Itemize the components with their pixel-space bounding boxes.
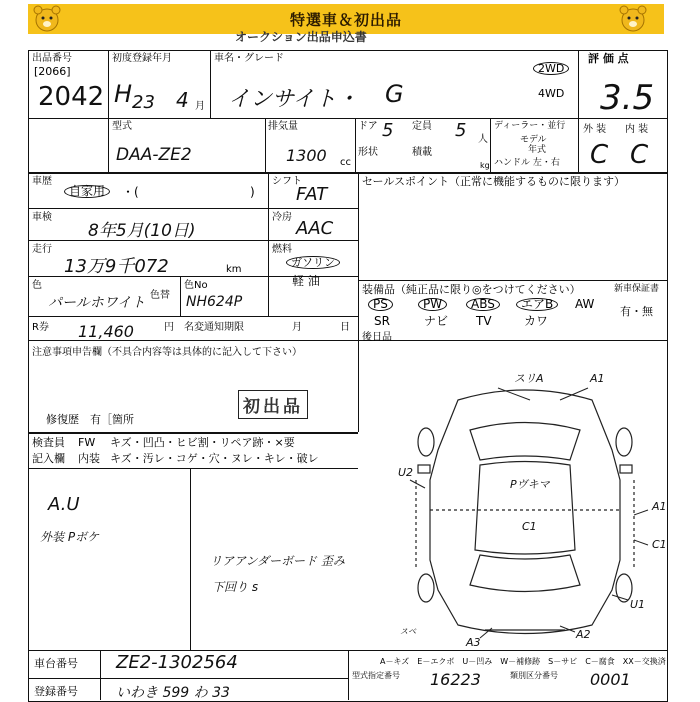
fuel-diesel: 軽 油 xyxy=(292,274,320,288)
car-damage-diagram xyxy=(380,370,670,650)
entry-label: 記入欄 xyxy=(32,452,65,465)
model-year-label: モデル xyxy=(520,135,547,145)
exterior-label: 外 装 xyxy=(583,124,607,135)
yen-unit: 円 xyxy=(164,322,174,333)
equip-aw: AW xyxy=(575,297,595,311)
cc-unit: cc xyxy=(340,157,351,168)
equip-navi: ナビ xyxy=(424,314,449,328)
mascot-bear-icon xyxy=(618,4,648,34)
repair-history-label: 修復歴 有［箇所 xyxy=(46,413,134,426)
mark-u1: U1 xyxy=(630,598,646,611)
lot-code: [2066] xyxy=(34,65,71,78)
remark-exterior: 外装 Pボケ xyxy=(40,530,100,544)
type-cert-label: 型式指定番号 xyxy=(352,671,400,680)
inspection-label: 車検 xyxy=(32,212,52,223)
inspection-value: 8年5月(10日) xyxy=(88,221,196,241)
kg-unit: kg xyxy=(480,161,490,170)
drive-2wd: 2WD xyxy=(533,62,569,75)
car-name-label: 車名・グレード xyxy=(214,53,284,64)
wheel-rl xyxy=(418,574,434,602)
mileage-value: 13万9千072 xyxy=(64,256,169,277)
equip-airbag: エアB xyxy=(516,298,558,311)
mark-a1-front: A1 xyxy=(590,372,605,385)
first-reg-month: 4 xyxy=(176,88,189,112)
type-cert-number: 16223 xyxy=(430,670,481,689)
equip-sr: SR xyxy=(374,314,390,328)
remark-au: A.U xyxy=(48,494,80,515)
color-code-label: 色替 xyxy=(150,290,170,301)
roof xyxy=(475,462,575,555)
rear-label: 後日品 xyxy=(362,332,392,343)
ac-label: 冷房 xyxy=(272,212,292,223)
shift-label: シフト xyxy=(272,176,302,187)
mark-c1-side: C1 xyxy=(652,538,667,551)
color-value: パールホワイト xyxy=(48,295,146,311)
interior-label: 内 装 xyxy=(625,124,649,135)
wheel-fr xyxy=(616,428,632,456)
equip-leather: カワ xyxy=(524,314,549,328)
capacity: 5 xyxy=(455,120,467,141)
handle-label: ハンドル 左・右 xyxy=(494,158,560,168)
capacity-unit: 人 xyxy=(478,134,488,145)
interior-legend: キズ・汚レ・コゲ・穴・ヌレ・キレ・破レ xyxy=(110,452,319,465)
first-listing-stamp: 初出品 xyxy=(238,390,308,419)
shape-label: 形状 xyxy=(358,147,378,158)
class-label: 類別区分番号 xyxy=(510,671,558,680)
wheel-fl xyxy=(418,428,434,456)
car-name: インサイト・ xyxy=(228,87,359,112)
transfer-label: 名変通知期限 xyxy=(184,322,244,333)
equip-tv: TV xyxy=(476,314,492,328)
mark-a3: A3 xyxy=(466,636,481,649)
color-label: 色 xyxy=(32,280,42,291)
lot-number: 2042 xyxy=(38,82,105,112)
score-value: 3.5 xyxy=(600,78,655,118)
class-number: 0001 xyxy=(590,670,631,689)
day-label: 日 xyxy=(340,322,350,333)
register-number: いわき 599 わ 33 xyxy=(116,685,230,701)
mark-a1-side: A1 xyxy=(652,500,667,513)
mascot-bear-icon xyxy=(32,4,62,34)
month-label: 月 xyxy=(292,322,302,333)
equipment-label: 装備品（純正品に限り◎をつけてください） xyxy=(362,283,581,296)
header-partial-title: オークション出品申込書 xyxy=(235,30,367,44)
recycle-value: 11,460 xyxy=(78,322,134,341)
mark-a2: A2 xyxy=(576,628,591,641)
chassis-label: 車台番号 xyxy=(34,657,78,670)
car-body-outline xyxy=(430,390,620,634)
fw-label: FW xyxy=(78,436,96,449)
usage-close: ) xyxy=(250,185,255,199)
mileage-label: 走行 xyxy=(32,244,52,255)
first-reg-label: 初度登録年月 xyxy=(112,53,172,64)
first-reg-era: H xyxy=(114,80,133,108)
remark-underbody: 下回り s xyxy=(212,580,259,594)
usage-label: 車歴 xyxy=(32,176,52,187)
doors: 5 xyxy=(382,120,394,141)
usage-value: 自家用 xyxy=(64,185,110,198)
warranty-label: 新車保証書 xyxy=(614,284,660,294)
shift-value: FAT xyxy=(296,184,328,205)
recycle-label: R券 xyxy=(32,322,49,333)
color-no-label: 色No xyxy=(184,280,208,291)
register-label: 登録番号 xyxy=(34,685,78,698)
windshield xyxy=(470,423,580,461)
doors-label: ドア xyxy=(358,121,378,132)
mirror-left xyxy=(418,465,430,473)
displacement: 1300 xyxy=(286,146,327,165)
notes-label: 注意事項申告欄（不具合内容等は具体的に記入して下さい） xyxy=(32,347,302,358)
mark-pbokema: Pヴキマ xyxy=(510,478,550,491)
banner-title: 特選車＆初出品 xyxy=(28,4,664,34)
mark-scratch-a: スリA xyxy=(514,372,544,385)
color-no: NH624P xyxy=(186,294,243,310)
equip-pw: PW xyxy=(418,298,447,311)
month-unit: 月 xyxy=(195,101,205,112)
fuel-gas: ガソリン xyxy=(286,256,340,269)
lot-code-label: 出品番号 xyxy=(32,53,72,64)
inside-label: 内装 xyxy=(78,452,100,465)
mark-u2: U2 xyxy=(398,466,414,479)
capacity-label: 定員 xyxy=(412,121,432,132)
exterior-legend: キズ・凹凸・ヒビ割・リペア跡・×要 xyxy=(110,436,295,449)
year-label: 年式 xyxy=(528,145,547,155)
chassis-number: ZE2-1302564 xyxy=(116,652,238,673)
first-reg-year: 23 xyxy=(132,92,155,113)
interior-grade: C xyxy=(630,140,649,170)
dealer-label: ディーラー・並行 xyxy=(494,121,566,131)
warranty-value: 有・無 xyxy=(620,305,653,318)
sales-points-label: セールスポイント（正常に機能するものに限ります） xyxy=(362,175,626,188)
mirror-right xyxy=(620,465,632,473)
mark-label-small: スベ xyxy=(400,627,416,636)
load-label: 積載 xyxy=(412,147,432,158)
mark-c1-roof: C1 xyxy=(522,520,537,533)
score-label: 評 価 点 xyxy=(588,52,629,65)
equip-abs: ABS xyxy=(466,298,500,311)
car-grade: G xyxy=(385,80,404,108)
drive-4wd: 4WD xyxy=(538,87,565,100)
km-unit: km xyxy=(226,264,242,275)
equip-ps: PS xyxy=(368,298,393,311)
fuel-label: 燃料 xyxy=(272,244,292,255)
ac-value: AAC xyxy=(296,218,334,239)
damage-key-legend: A－キズ E－エクボ U－凹み W－補修跡 S－サビ C－腐食 XX－交換済 xyxy=(380,657,666,666)
displacement-label: 排気量 xyxy=(268,121,298,132)
inspector-label: 検査員 xyxy=(32,436,65,449)
remark-rear-board: リアアンダーボード 歪み xyxy=(210,554,345,568)
usage-paren: ・( xyxy=(122,185,139,199)
rear-window xyxy=(470,555,580,592)
model-label: 型式 xyxy=(112,121,132,132)
model-code: DAA-ZE2 xyxy=(116,145,192,165)
exterior-grade: C xyxy=(590,140,609,170)
